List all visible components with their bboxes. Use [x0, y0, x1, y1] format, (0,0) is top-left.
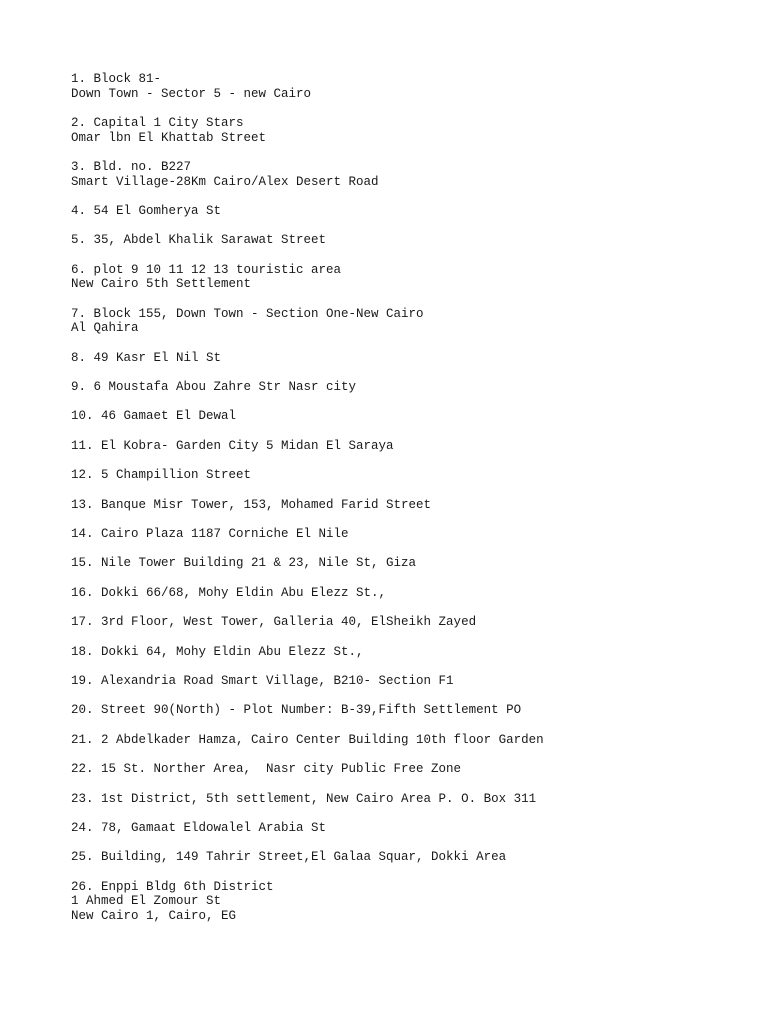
address-entry: [71, 468, 751, 483]
address-entry: [71, 160, 751, 189]
address-line: 5. 35, Abdel Khalik Sarawat Street: [71, 233, 327, 248]
address-entry: [71, 850, 751, 865]
address-line: 15. Nile Tower Building 21 & 23, Nile St, Giza: [71, 556, 417, 571]
address-line: 2. Capital 1 City Stars: [71, 115, 244, 130]
address-line: 22. 15 St. Norther Area, Nasr city Public Free Zone: [71, 762, 462, 777]
address-entry: [71, 351, 751, 366]
address-entry: [71, 233, 751, 248]
address-line: Smart Village-28Km Cairo/Alex Desert Road: [71, 174, 379, 189]
address-line: 18. Dokki 64, Mohy Eldin Abu Elezz St.,: [71, 644, 364, 659]
address-entry: [71, 263, 751, 292]
address-entry: [71, 439, 751, 454]
address-entry: [71, 645, 751, 660]
address-entry: [71, 880, 751, 924]
address-line: 14. Cairo Plaza 1187 Corniche El Nile: [71, 527, 349, 542]
address-entry: [71, 116, 751, 145]
address-entry: [71, 409, 751, 424]
address-line: 13. Banque Misr Tower, 153, Mohamed Farid Street: [71, 497, 432, 512]
address-line: New Cairo 1, Cairo, EG: [71, 908, 237, 923]
address-line: 21. 2 Abdelkader Hamza, Cairo Center Building 10th floor Garden: [71, 732, 544, 747]
address-entry: [71, 204, 751, 219]
address-line: 1 Ahmed El Zomour St: [71, 894, 222, 909]
address-line: 7. Block 155, Down Town - Section One-New Cairo: [71, 306, 424, 321]
address-entry: [71, 792, 751, 807]
address-entry: [71, 703, 751, 718]
address-entry: [71, 307, 751, 336]
address-line: Down Town - Sector 5 - new Cairo: [71, 86, 312, 101]
address-list: [71, 72, 751, 938]
address-entry: [71, 733, 751, 748]
address-line: 25. Building, 149 Tahrir Street,El Galaa Squar, Dokki Area: [71, 850, 507, 865]
address-line: 1. Block 81-: [71, 72, 162, 86]
address-line: 8. 49 Kasr El Nil St: [71, 350, 222, 365]
address-line: Omar lbn El Khattab Street: [71, 130, 267, 145]
address-line: 10. 46 Gamaet El Dewal: [71, 409, 237, 424]
address-line: New Cairo 5th Settlement: [71, 277, 252, 292]
address-line: 19. Alexandria Road Smart Village, B210- Section F1: [71, 674, 454, 688]
address-line: 24. 78, Gamaat Eldowalel Arabia St: [71, 820, 327, 835]
address-entry: [71, 556, 751, 571]
address-line: 4. 54 El Gomherya St: [71, 203, 222, 218]
address-entry: [71, 498, 751, 513]
address-line: 17. 3rd Floor, West Tower, Galleria 40, ElSheikh Zayed: [71, 615, 477, 630]
address-line: 12. 5 Champillion Street: [71, 468, 252, 483]
address-entry: [71, 72, 751, 101]
address-line: 11. El Kobra- Garden City 5 Midan El Saraya: [71, 438, 394, 453]
address-entry: [71, 615, 751, 630]
address-line: 26. Enppi Bldg 6th District: [71, 879, 274, 894]
address-line: 6. plot 9 10 11 12 13 touristic area: [71, 262, 342, 277]
address-entry: [71, 380, 751, 395]
address-line: 16. Dokki 66/68, Mohy Eldin Abu Elezz St.,: [71, 585, 387, 600]
address-entry: [71, 762, 751, 777]
address-line: 9. 6 Moustafa Abou Zahre Str Nasr city: [71, 380, 357, 395]
address-entry: [71, 527, 751, 542]
address-entry: [71, 821, 751, 836]
address-entry: [71, 674, 751, 689]
address-line: 23. 1st District, 5th settlement, New Cairo Area P. O. Box 311: [71, 791, 537, 806]
address-line: 20. Street 90(North) - Plot Number: B-39,Fifth Settlement PO: [71, 703, 522, 718]
address-line: 3. Bld. no. B227: [71, 159, 192, 174]
address-entry: [71, 586, 751, 601]
address-line: Al Qahira: [71, 321, 139, 336]
